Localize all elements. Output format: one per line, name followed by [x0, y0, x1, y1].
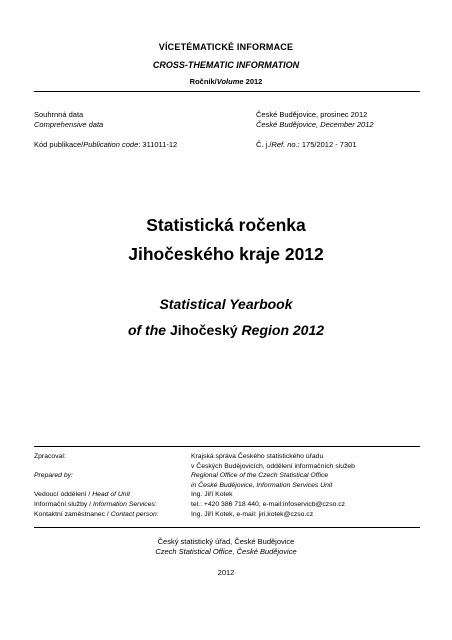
volume-label-en: Volume: [216, 77, 244, 86]
prepared-label-en: Prepared by:: [34, 472, 73, 480]
summary-cz: Souhrnná data: [34, 110, 84, 119]
credits-labels: [34, 452, 159, 519]
main-title-line2: Jihočeského kraje 2012: [128, 244, 324, 264]
contact-label: [34, 510, 159, 520]
head-label-cz: Vedoucí oddělení /: [34, 491, 93, 499]
head-value: Ing. Jiří Kotek: [191, 491, 233, 499]
reference-number: [256, 140, 357, 150]
head-label: [34, 490, 159, 500]
prepared-label-cz: Zpracoval:: [34, 453, 66, 460]
prepared-value-cz-1: Krajská správa Českého statistického úřadu: [191, 453, 324, 460]
pub-code-label-cz: Kód publikace/: [34, 140, 84, 149]
footer-publisher-en-b: České Budějovice: [234, 547, 297, 556]
footer-year: 2012: [217, 568, 235, 577]
volume-label-cz: Ročník/: [189, 77, 217, 86]
summary-en: Comprehensive data: [34, 120, 104, 129]
english-title-line1: Statistical Yearbook: [159, 296, 293, 312]
meta-place-date: [256, 110, 374, 130]
credits-divider: [34, 446, 420, 447]
place-date-en: České Budějovice, December 2012: [256, 120, 374, 129]
header-title-en: CROSS-THEMATIC INFORMATION: [152, 60, 300, 70]
info-label-cz: Informační služby /: [34, 500, 93, 508]
contact-label-cz: Kontaktní zaměstnanec /: [34, 510, 111, 518]
info-label-en: Information Services: [92, 500, 155, 508]
info-value: tel.: +420 386 718 440, e-mail:infoservicb@czso.cz: [191, 500, 346, 508]
ref-label-cz: Č. j./: [256, 140, 272, 149]
en-title-part-b: Jihočeský: [169, 322, 238, 338]
ref-value: : 175/2012 - 7301: [297, 140, 357, 149]
pub-code-label-en: Publication code: [83, 140, 139, 149]
header-divider: [34, 91, 420, 92]
prepared-value-cz-2: v Českých Budějovicích, oddělení informačních služeb: [191, 462, 355, 470]
footer-publisher-en: [0, 547, 452, 557]
prepared-value-en-2: in České Budějovice, Information Services Unit: [191, 481, 333, 489]
main-title-line1: Statistická ročenka: [146, 215, 306, 235]
ref-label-en: Ref. no.: [271, 140, 298, 149]
head-label-en: Head of Unit: [92, 491, 130, 499]
en-title-part-c: Region 2012: [237, 322, 325, 338]
prepared-value-en-1: Regional Office of the Czech Statistical Office: [191, 472, 329, 480]
en-title-part-a: of the: [127, 322, 170, 338]
english-title-line2: [0, 322, 452, 338]
footer-publisher: [0, 537, 452, 557]
header-title-cz: VÍCETÉMATICKÉ INFORMACE: [158, 42, 294, 52]
info-label-colon: :: [154, 500, 157, 508]
volume-year: 2012: [243, 77, 263, 86]
meta-summary: [34, 110, 103, 130]
pub-code-value: : 311011-12: [138, 140, 178, 149]
header-volume: [0, 77, 452, 86]
contact-label-en: Contact person:: [110, 510, 159, 518]
footer-publisher-cz: Český statistický úřad, České Budějovice: [157, 537, 295, 546]
contact-value: Ing. Jiří Kotek, e-mail: jiri.kotek@czso.cz: [191, 510, 314, 518]
info-label: [34, 500, 159, 510]
footer-publisher-en-a: Czech Statistical Office,: [155, 547, 235, 556]
place-date-cz: České Budějovice, prosinec 2012: [256, 110, 368, 119]
publication-code: [34, 140, 177, 150]
credits-values: [191, 452, 355, 519]
footer-divider: [34, 527, 420, 528]
